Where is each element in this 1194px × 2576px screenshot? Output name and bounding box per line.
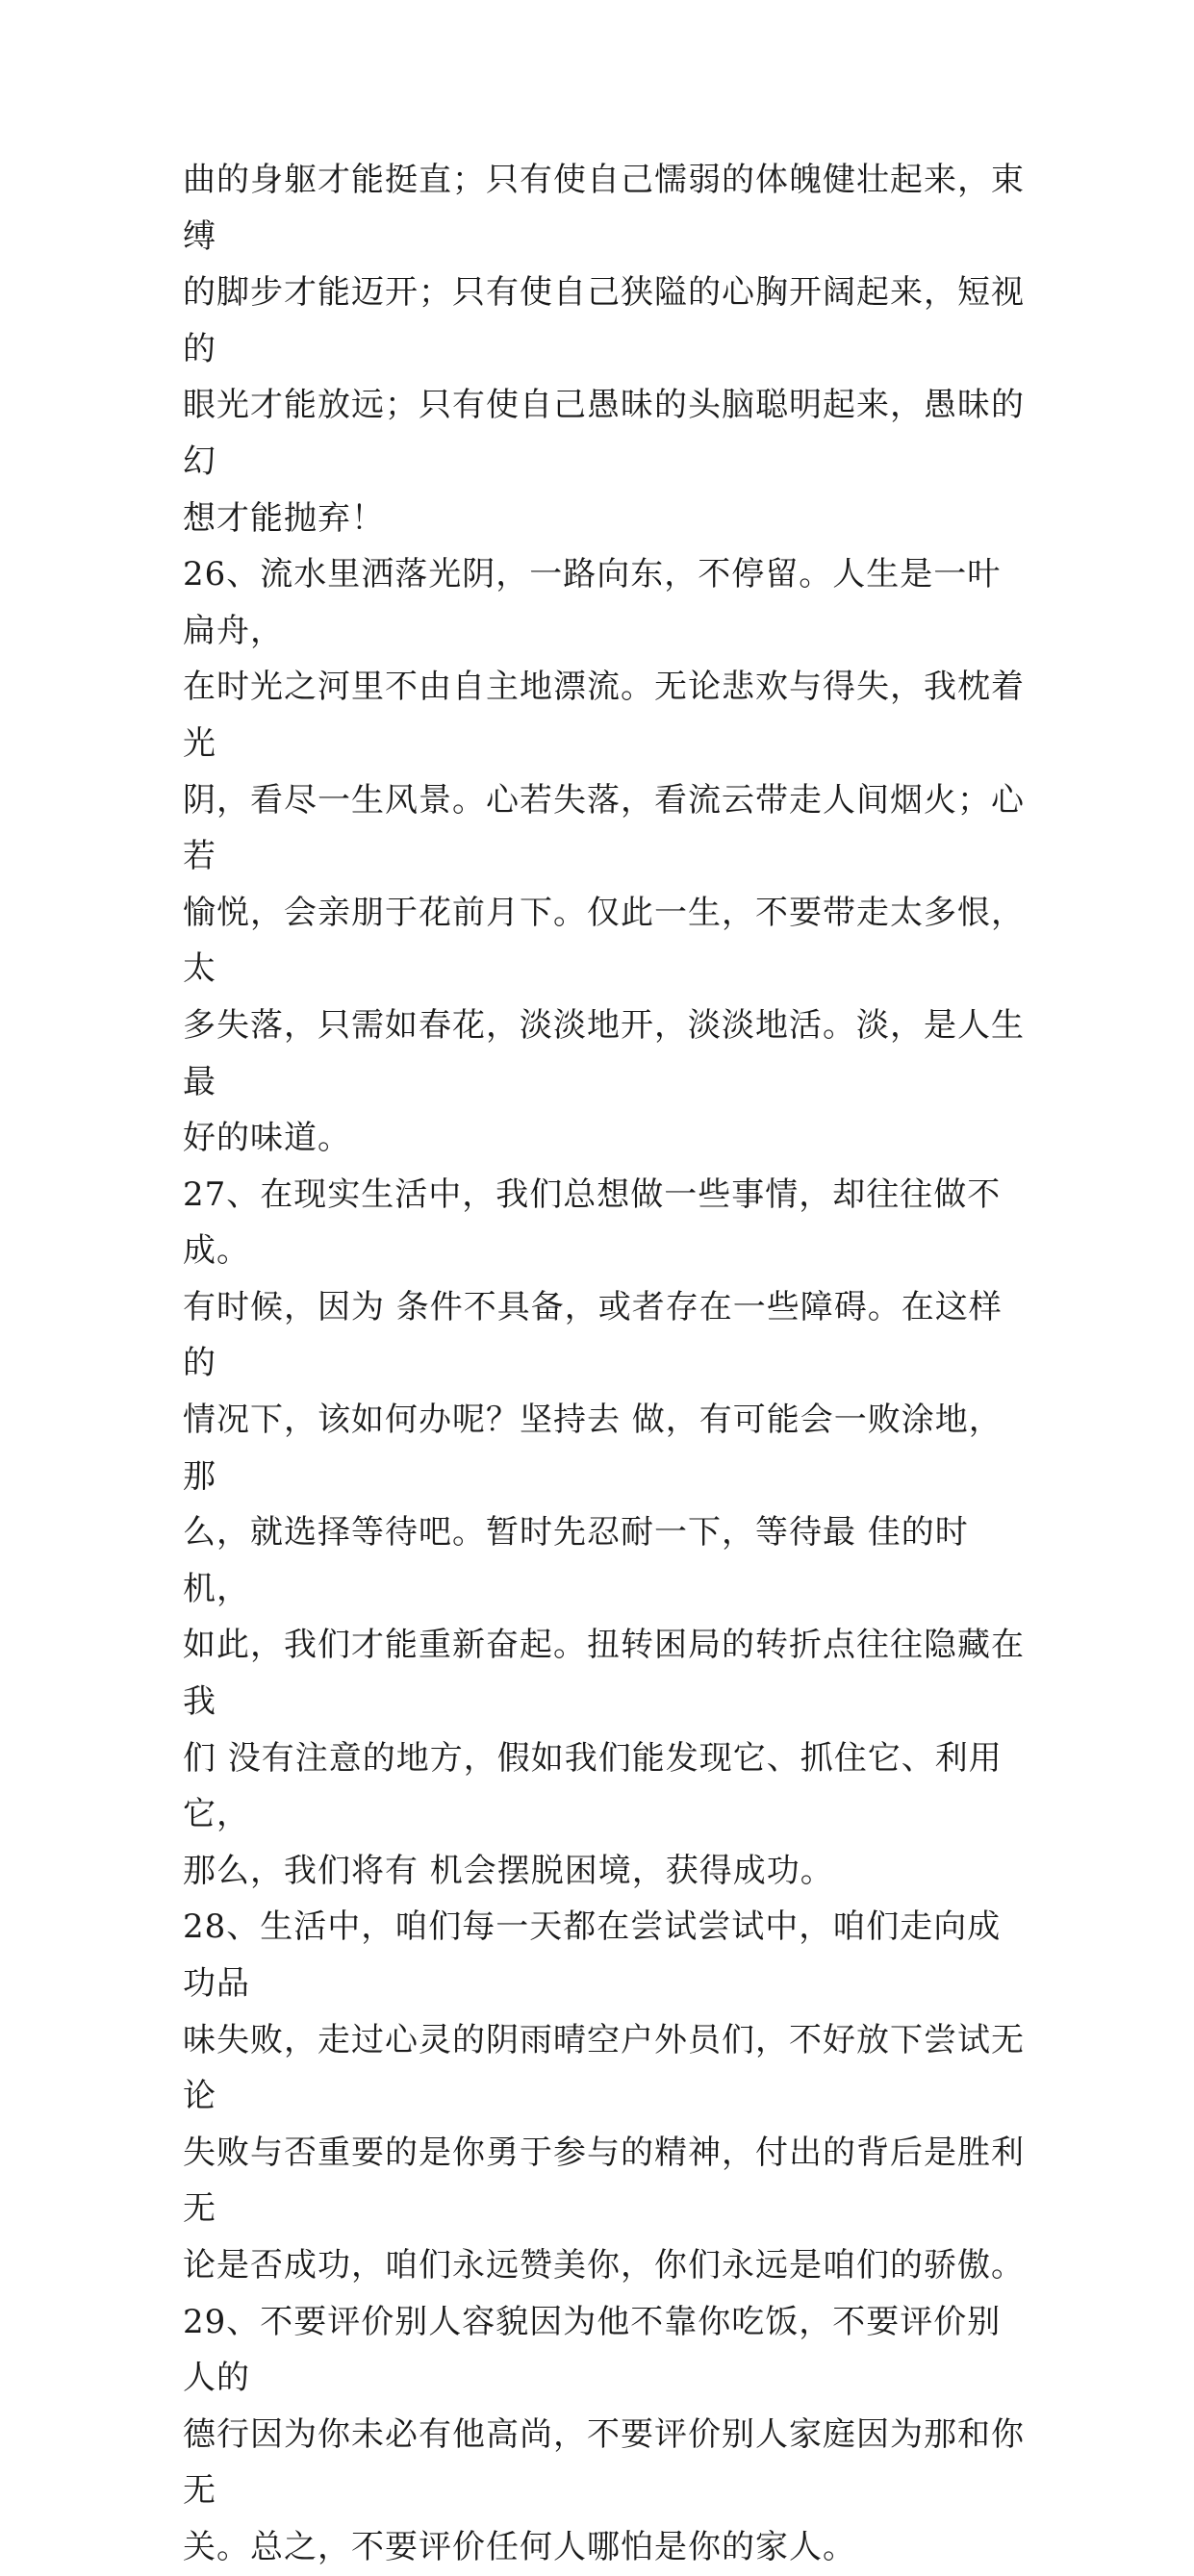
paragraph-28: 28、生活中，咱们每一天都在尝试尝试中，咱们走向成功品 味失败，走过心灵的阴雨晴空户外员们，不好放下尝试无论 失败与否重要的是你勇于参与的精神，付出的背后是胜利无 论是否成功，咱们永远赞美你，你们永远是咱们的骄傲。 <box>183 1907 1025 2285</box>
paragraph-continuation: 曲的身躯才能挺直；只有使自己懦弱的体魄健壮起来，束缚 的脚步才能迈开；只有使自己狭隘的心胸开阔起来，短视的 眼光才能放远；只有使自己愚昧的头脑聪明起来，愚昧的幻 想才能抛弃！ <box>183 161 1025 538</box>
paragraph-27: 27、在现实生活中，我们总想做一些事情，却往往做不成。 有时候，因为 条件不具备，或者存在一些障碍。在这样的 情况下，该如何办呢？坚持去 做，有可能会一败涂地，那 么，就选择等待吧。暂时先忍耐一下，等待最 佳的时机， 如此，我们才能重新奋起。扭转困局的转折点往往隐藏在我 们 没有注意的地方，假如我们能发现它、抓住它、利用它， 那么，我们将有 机会摆脱困境，获得成功。 <box>183 1174 1025 1890</box>
paragraph-26: 26、流水里洒落光阴，一路向东，不停留。人生是一叶扁舟， 在时光之河里不由自主地漂流。无论悲欢与得失，我枕着光 阴，看尽一生风景。心若失落，看流云带走人间烟火；心若 愉悦，会亲朋于花前月下。仅此一生，不要带走太多恨，太 多失落，只需如春花，淡淡地开，淡淡地活。淡，是人生最 好的味道。 <box>183 555 1025 1158</box>
document-body <box>183 152 1029 2576</box>
paragraph-29: 29、不要评价别人容貌因为他不靠你吃饭，不要评价别人的 德行因为你未必有他高尚，不要评价别人家庭因为那和你无 关。总之，不要评价任何人哪怕是你的家人。 <box>183 2302 1025 2566</box>
